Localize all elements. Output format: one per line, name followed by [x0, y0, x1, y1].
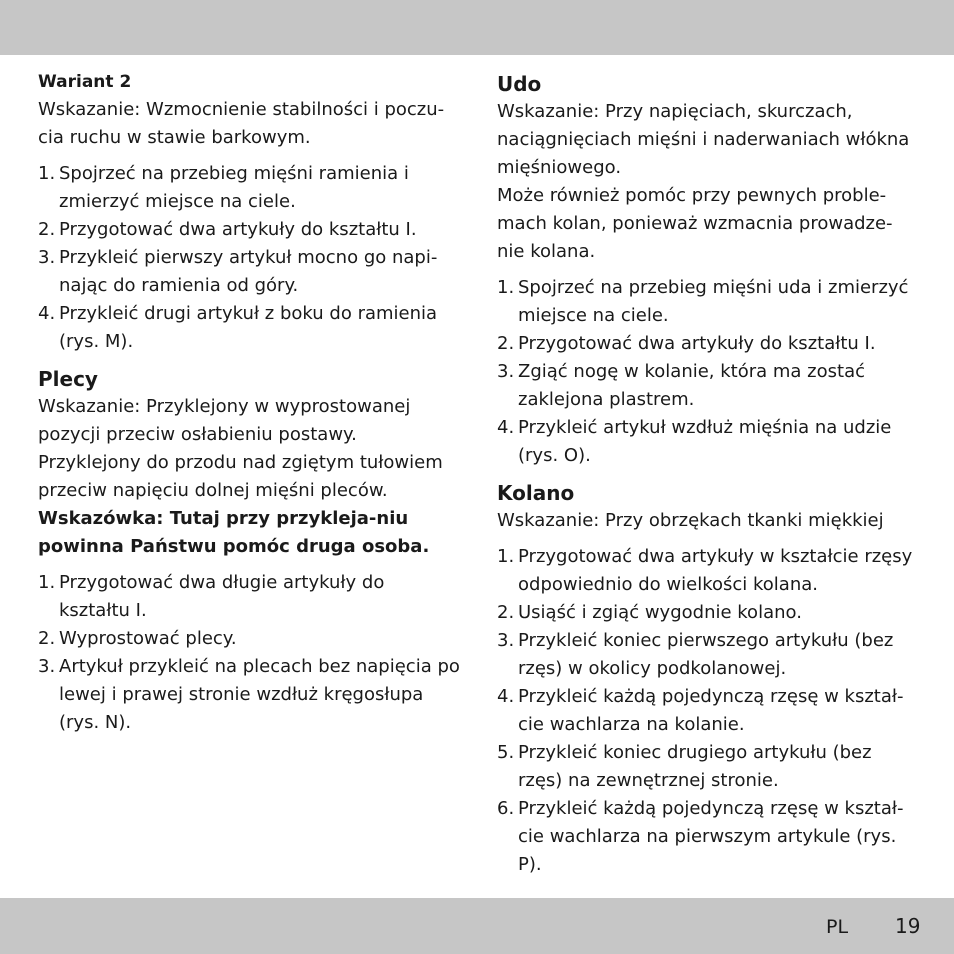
section-title-plecy: Plecy	[38, 367, 98, 391]
list-item: 4. Przykleić drugi artykuł z boku do ramienia (rys. M).	[38, 303, 438, 352]
list-item: 1. Przygotować dwa artykuły w kształcie rzęsy odpowiednio do wielkości kolana.	[497, 546, 913, 595]
list-item: 3. Artykuł przykleić na plecach bez napięcia po lewej i prawej stronie wzdłuż kręgosłupa (rys. N).	[38, 656, 460, 733]
list-item: 6. Przykleić każdą pojedynczą rzęsę w kształ-cie wachlarza na pierwszym artykule (rys. P).	[497, 798, 904, 875]
section-title-udo: Udo	[497, 72, 542, 96]
udo-steps	[497, 274, 917, 470]
list-item: 2. Usiąść i zgiąć wygodnie kolano.	[497, 602, 802, 623]
list-item: 5. Przykleić koniec drugiego artykułu (bez rzęs) na zewnętrznej stronie.	[497, 742, 872, 791]
footer-bar	[0, 898, 954, 954]
list-item: 3. Przykleić pierwszy artykuł mocno go napi-nając do ramienia od góry.	[38, 247, 438, 296]
left-column	[38, 68, 460, 737]
list-item: 1. Spojrzeć na przebieg mięśni uda i zmierzyć miejsce na ciele.	[497, 277, 909, 326]
list-item: 3. Przykleić koniec pierwszego artykułu (bez rzęs) w okolicy podkolanowej.	[497, 630, 894, 679]
wariant-indication: Wskazanie: Wzmocnienie stabilności i poczu-cia ruchu w stawie barkowym.	[38, 99, 445, 148]
list-item: 2. Przygotować dwa artykuły do kształtu I.	[38, 219, 417, 240]
list-item: 1. Spojrzeć na przebieg mięśni ramienia i zmierzyć miejsce na ciele.	[38, 163, 409, 212]
language-code: PL	[826, 916, 849, 938]
kolano-indication: Wskazanie: Przy obrzękach tkanki miękkiej	[497, 510, 884, 531]
list-item: 3. Zgiąć nogę w kolanie, która ma zostać zaklejona plastrem.	[497, 361, 866, 410]
page-number: 19	[895, 914, 921, 938]
right-column	[497, 70, 917, 879]
section-title-kolano: Kolano	[497, 481, 575, 505]
udo-indication: Wskazanie: Przy napięciach, skurczach, naciągnięciach mięśni i naderwaniach włókna mięśniowego.	[497, 101, 910, 178]
plecy-hint: Wskazówka: Tutaj przy przykleja-niu powinna Państwu pomóc druga osoba.	[38, 508, 430, 557]
udo-note: Może również pomóc przy pewnych proble-mach kolan, ponieważ wzmacnia prowadze-nie kolana.	[497, 185, 893, 262]
list-item: 4. Przykleić artykuł wzdłuż mięśnia na udzie (rys. O).	[497, 417, 892, 466]
kolano-steps	[497, 543, 917, 879]
plecy-note: Przyklejony do przodu nad zgiętym tułowiem przeciw napięciu dolnej mięśni pleców.	[38, 452, 443, 501]
section-title-wariant: Wariant 2	[38, 72, 132, 92]
plecy-indication: Wskazanie: Przyklejony w wyprostowanej pozycji przeciw osłabieniu postawy.	[38, 396, 411, 445]
list-item: 1. Przygotować dwa długie artykuły do kształtu I.	[38, 572, 385, 621]
list-item: 2. Wyprostować plecy.	[38, 628, 237, 649]
wariant-steps	[38, 160, 460, 356]
plecy-steps	[38, 569, 460, 737]
list-item: 2. Przygotować dwa artykuły do kształtu I.	[497, 333, 876, 354]
header-bar	[0, 0, 954, 55]
list-item: 4. Przykleić każdą pojedynczą rzęsę w kształ-cie wachlarza na kolanie.	[497, 686, 904, 735]
